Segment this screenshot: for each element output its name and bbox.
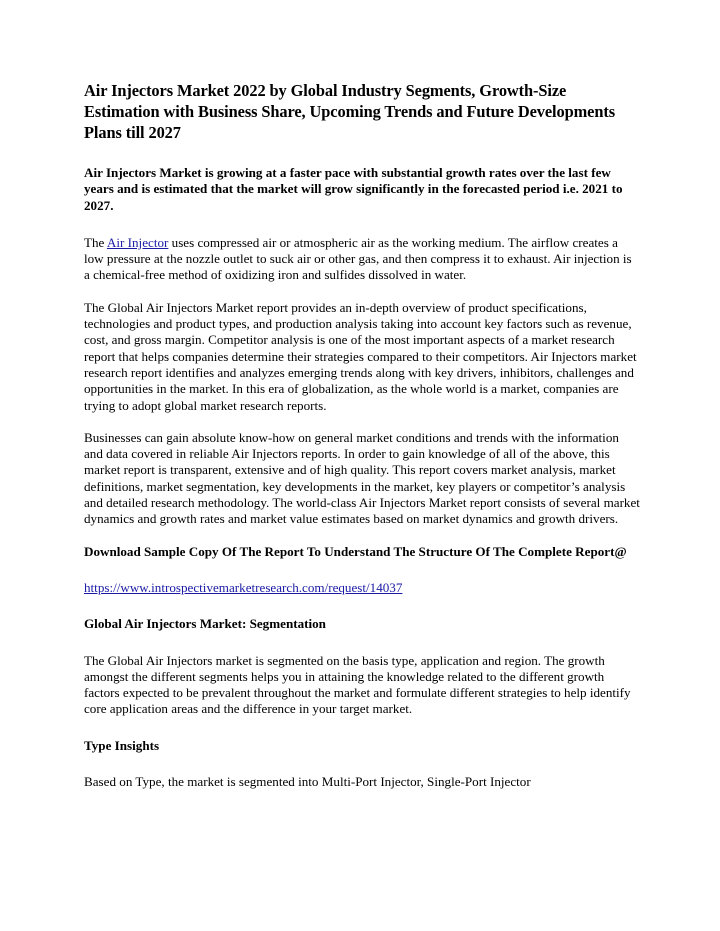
type-insights-heading: Type Insights [84, 737, 160, 753]
intro-paragraph [84, 235, 640, 284]
document-page [84, 80, 640, 790]
download-sample-link[interactable]: https://www.introspectivemarketresearch.com/request/14037 [84, 579, 403, 595]
segmentation-paragraph: The Global Air Injectors market is segmented on the basis type, application and region. The growth amongst the different segments helps you in attaining the knowledge related to the different growth factors expected to be prevalent throughout the market and formulate different strategies to help identify core application areas and the difference in your target market. [84, 652, 631, 717]
overview-paragraph: The Global Air Injectors Market report provides an in-depth overview of product specifications, technologies and product types, and production analysis taking into account key factors such as revenue, cost, and gross margin. Competitor analysis is one of the most important aspects of a market research report that helps companies determine their strategies compared to their competitors. Air Injectors market research report identifies and analyzes emerging trends along with key drivers, inhibitors, challenges and opportunities in the market. In this era of globalization, as the whole world is a market, companies are trying to adopt global market research reports. [84, 299, 637, 413]
type-insights-paragraph: Based on Type, the market is segmented into Multi-Port Injector, Single-Port Injector [84, 774, 531, 790]
intro-suffix: uses compressed air or atmospheric air as the working medium. The airflow creates a low pressure at the nozzle outlet to suck air or other gas, and then compress it to exhaust. Air injection is a chemical-free method of oxidizing iron and sulfides dissolved in water. [84, 234, 632, 283]
download-heading: Download Sample Copy Of The Report To Understand The Structure Of The Complete Report@ [84, 543, 627, 559]
business-paragraph: Businesses can gain absolute know-how on general market conditions and trends with the information and data covered in reliable Air Injectors reports. In order to gain knowledge of all of the above, this market report is transparent, extensive and of high quality. This report covers market analysis, market definitions, market segmentation, key developments in the market, key players or competitor’s analysis and detailed research methodology. The world-class Air Injectors Market report consists of several market dynamics and growth rates and market value estimates based on market dynamics and growth drivers. [84, 429, 640, 527]
document-title: Air Injectors Market 2022 by Global Industry Segments, Growth-Size Estimation with Business Share, Upcoming Trends and Future Developments Plans till 2027 [84, 81, 615, 142]
segmentation-heading: Global Air Injectors Market: Segmentation [84, 616, 326, 632]
intro-prefix: The [84, 234, 107, 250]
lead-paragraph: Air Injectors Market is growing at a faster pace with substantial growth rates over the last few years and is estimated that the market will grow significantly in the forecasted period i.e. 2021 to 2027. [84, 165, 623, 213]
air-injector-link[interactable]: Air Injector [106, 234, 169, 250]
